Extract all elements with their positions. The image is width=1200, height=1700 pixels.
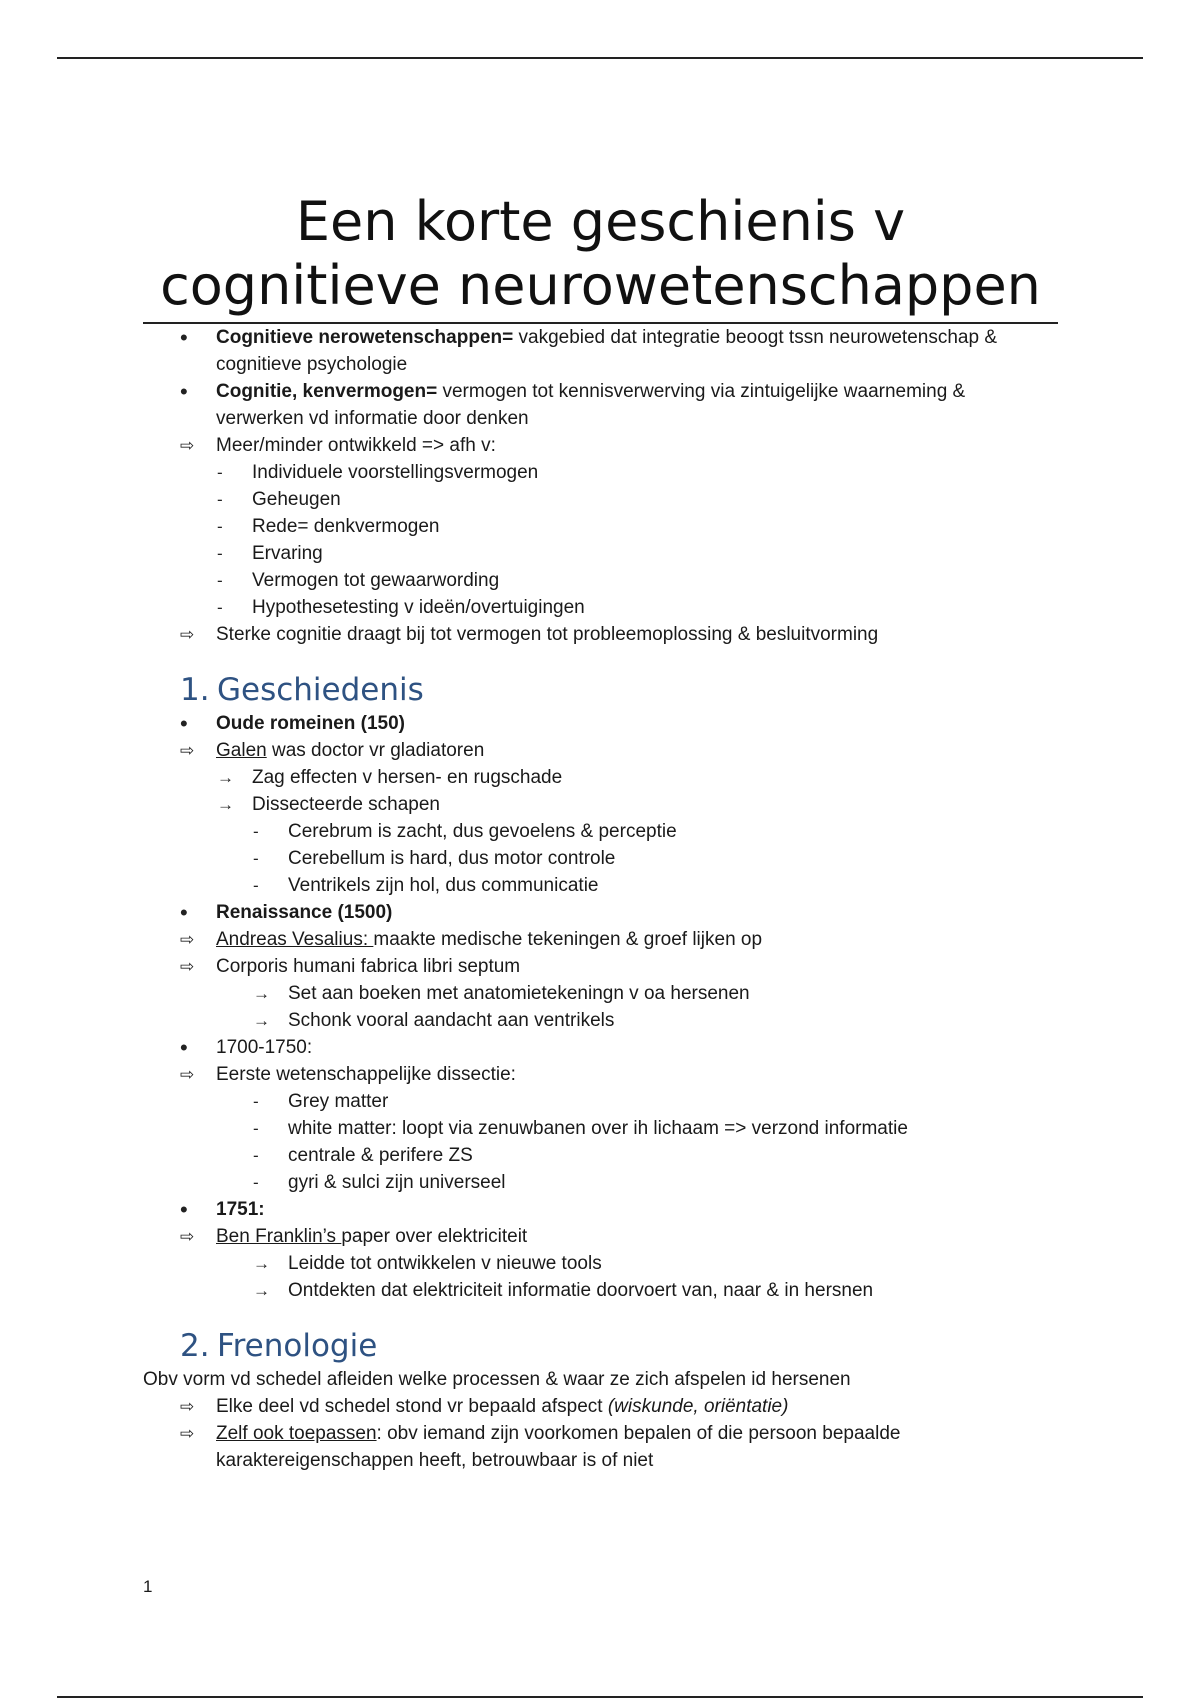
- term: Cognitie, kenvermogen=: [216, 381, 438, 402]
- paragraph-text: Obv vorm vd schedel afleiden welke processen & waar ze zich afspelen id hersenen: [143, 1369, 851, 1390]
- list-item: [143, 1169, 1058, 1196]
- item-text: Individuele voorstellingsvermogen: [252, 462, 539, 483]
- dash-icon: -: [217, 571, 223, 590]
- list-item: [143, 513, 1058, 540]
- list-item: [143, 764, 1058, 791]
- list-item: [143, 432, 1058, 459]
- definition: verwerken vd informatie door denken: [216, 408, 529, 429]
- list-item: [143, 980, 1058, 1007]
- list-item: [143, 378, 1058, 405]
- list-item: [143, 1115, 1058, 1142]
- person-name: Ben Franklin’s: [216, 1226, 342, 1247]
- item-text: 1751:: [216, 1199, 265, 1220]
- item-text: Sterke cognitie draagt bij tot vermogen tot probleemoplossing & besluitvorming: [216, 624, 879, 645]
- item-text: Elke deel vd schedel stond vr bepaald afspect: [216, 1396, 608, 1417]
- item-text: gyri & sulci zijn universeel: [288, 1172, 506, 1193]
- item-text: maakte medische tekeningen & groef lijken op: [373, 929, 763, 950]
- item-text: 1700-1750:: [216, 1037, 313, 1058]
- arrow-icon: ⇨: [180, 436, 195, 455]
- item-text: Grey matter: [288, 1091, 389, 1112]
- paragraph: [143, 1366, 1058, 1393]
- bullet-icon: •: [180, 325, 188, 350]
- list-item: [143, 1061, 1058, 1088]
- dash-icon: -: [217, 463, 223, 482]
- document-title: [143, 190, 1058, 324]
- arrow-icon: ⇨: [180, 1227, 195, 1246]
- intro-section: [143, 324, 1058, 648]
- item-text: : obv iemand zijn voorkomen bepalen of die persoon bepaalde: [376, 1423, 901, 1444]
- list-item: [143, 899, 1058, 926]
- section-heading-frenologie: [180, 1326, 1058, 1366]
- section-title: Frenologie: [217, 1328, 378, 1364]
- person-name: Andreas Vesalius:: [216, 929, 374, 950]
- arrow-icon: ⇨: [180, 1397, 195, 1416]
- item-text: paper over elektriciteit: [341, 1226, 528, 1247]
- list-item: [143, 791, 1058, 818]
- item-text: Vermogen tot gewaarwording: [252, 570, 500, 591]
- item-text: Geheugen: [252, 489, 341, 510]
- dash-icon: -: [253, 849, 259, 868]
- right-arrow-icon: →: [253, 984, 270, 1003]
- dash-icon: -: [253, 1173, 259, 1192]
- item-text: Ervaring: [252, 543, 323, 564]
- bullet-icon: •: [180, 900, 188, 925]
- list-item-continuation: [143, 1447, 1058, 1474]
- section-title: Geschiedenis: [217, 672, 424, 708]
- term: Cognitieve nerowetenschappen=: [216, 327, 514, 348]
- item-text: Hypothesetesting v ideën/overtuigingen: [252, 597, 585, 618]
- title-line-1: Een korte geschienis v: [295, 190, 906, 253]
- item-text: Ontdekten dat elektriciteit informatie doorvoert van, naar & in hersnen: [288, 1280, 874, 1301]
- dash-icon: -: [253, 822, 259, 841]
- arrow-icon: ⇨: [180, 741, 195, 760]
- right-arrow-icon: →: [253, 1281, 270, 1300]
- arrow-icon: ⇨: [180, 1424, 195, 1443]
- item-text: Corporis humani fabrica libri septum: [216, 956, 521, 977]
- item-text: Cerebellum is hard, dus motor controle: [288, 848, 616, 869]
- section-geschiedenis: [143, 710, 1058, 1304]
- section-number: 1.: [180, 672, 210, 708]
- section-heading-geschiedenis: [180, 670, 1058, 710]
- dash-icon: -: [217, 598, 223, 617]
- list-item: [143, 710, 1058, 737]
- person-name: Galen: [216, 740, 267, 761]
- dash-icon: -: [253, 1146, 259, 1165]
- item-text: Rede= denkvermogen: [252, 516, 440, 537]
- dash-icon: -: [217, 517, 223, 536]
- section-number: 2.: [180, 1328, 210, 1364]
- page-number: 1: [143, 1577, 153, 1596]
- arrow-icon: ⇨: [180, 1065, 195, 1084]
- dash-icon: -: [217, 490, 223, 509]
- item-text: Cerebrum is zacht, dus gevoelens & perceptie: [288, 821, 677, 842]
- item-text: Meer/minder ontwikkeld => afh v:: [216, 435, 496, 456]
- list-item: [143, 1250, 1058, 1277]
- item-text: Leidde tot ontwikkelen v nieuwe tools: [288, 1253, 602, 1274]
- dash-icon: -: [253, 1119, 259, 1138]
- list-item: [143, 594, 1058, 621]
- list-item: [143, 1034, 1058, 1061]
- example-text: (wiskunde, oriëntatie): [607, 1396, 789, 1417]
- list-item: [143, 1007, 1058, 1034]
- list-item: [143, 1420, 1058, 1447]
- list-item: [143, 1277, 1058, 1304]
- item-text: Ventrikels zijn hol, dus communicatie: [288, 875, 599, 896]
- list-item: [143, 486, 1058, 513]
- bullet-icon: •: [180, 379, 188, 404]
- list-item-continuation: [143, 351, 1058, 378]
- arrow-icon: ⇨: [180, 625, 195, 644]
- dash-icon: -: [253, 1092, 259, 1111]
- item-text: centrale & perifere ZS: [288, 1145, 473, 1166]
- item-text: was doctor vr gladiatoren: [266, 740, 485, 761]
- list-item: [143, 540, 1058, 567]
- arrow-icon: ⇨: [180, 957, 195, 976]
- list-item: [143, 818, 1058, 845]
- dash-icon: -: [253, 876, 259, 895]
- list-item: [143, 1196, 1058, 1223]
- list-item: [143, 459, 1058, 486]
- dash-icon: -: [217, 544, 223, 563]
- right-arrow-icon: →: [217, 795, 234, 814]
- item-text: Renaissance (1500): [216, 902, 393, 923]
- list-item-continuation: [143, 405, 1058, 432]
- item-text: Eerste wetenschappelijke dissectie:: [216, 1064, 516, 1085]
- list-item: [143, 621, 1058, 648]
- bullet-icon: •: [180, 1035, 188, 1060]
- item-text: Dissecteerde schapen: [252, 794, 440, 815]
- list-item: [143, 926, 1058, 953]
- list-item: [143, 1223, 1058, 1250]
- item-text: white matter: loopt via zenuwbanen over ih lichaam => verzond informatie: [288, 1118, 908, 1139]
- right-arrow-icon: →: [253, 1011, 270, 1030]
- header-rule: [57, 57, 1143, 59]
- definition: vakgebied dat integratie beoogt tssn neurowetenschap &: [513, 327, 997, 348]
- document-page: [143, 190, 1058, 1474]
- bullet-icon: •: [180, 711, 188, 736]
- arrow-icon: ⇨: [180, 930, 195, 949]
- list-item: [143, 845, 1058, 872]
- list-item: [143, 324, 1058, 351]
- list-item: [143, 737, 1058, 764]
- title-line-2: cognitieve neurowetenschappen: [160, 254, 1041, 317]
- right-arrow-icon: →: [217, 768, 234, 787]
- item-text: karaktereigenschappen heeft, betrouwbaar is of niet: [216, 1450, 654, 1471]
- item-text: Zag effecten v hersen- en rugschade: [252, 767, 563, 788]
- list-item: [143, 872, 1058, 899]
- underlined-text: Zelf ook toepassen: [216, 1423, 377, 1444]
- section-frenologie: [143, 1366, 1058, 1474]
- item-text: Schonk vooral aandacht aan ventrikels: [288, 1010, 615, 1031]
- item-text: Oude romeinen (150): [216, 713, 405, 734]
- list-item: [143, 1142, 1058, 1169]
- list-item: [143, 953, 1058, 980]
- definition: cognitieve psychologie: [216, 354, 408, 375]
- item-text: Set aan boeken met anatomietekeningn v oa hersenen: [288, 983, 750, 1004]
- list-item: [143, 1088, 1058, 1115]
- list-item: [143, 567, 1058, 594]
- definition: vermogen tot kennisverwerving via zintuigelijke waarneming &: [437, 381, 966, 402]
- list-item: [143, 1393, 1058, 1420]
- footer-rule: [57, 1696, 1143, 1698]
- right-arrow-icon: →: [253, 1254, 270, 1273]
- bullet-icon: •: [180, 1197, 188, 1222]
